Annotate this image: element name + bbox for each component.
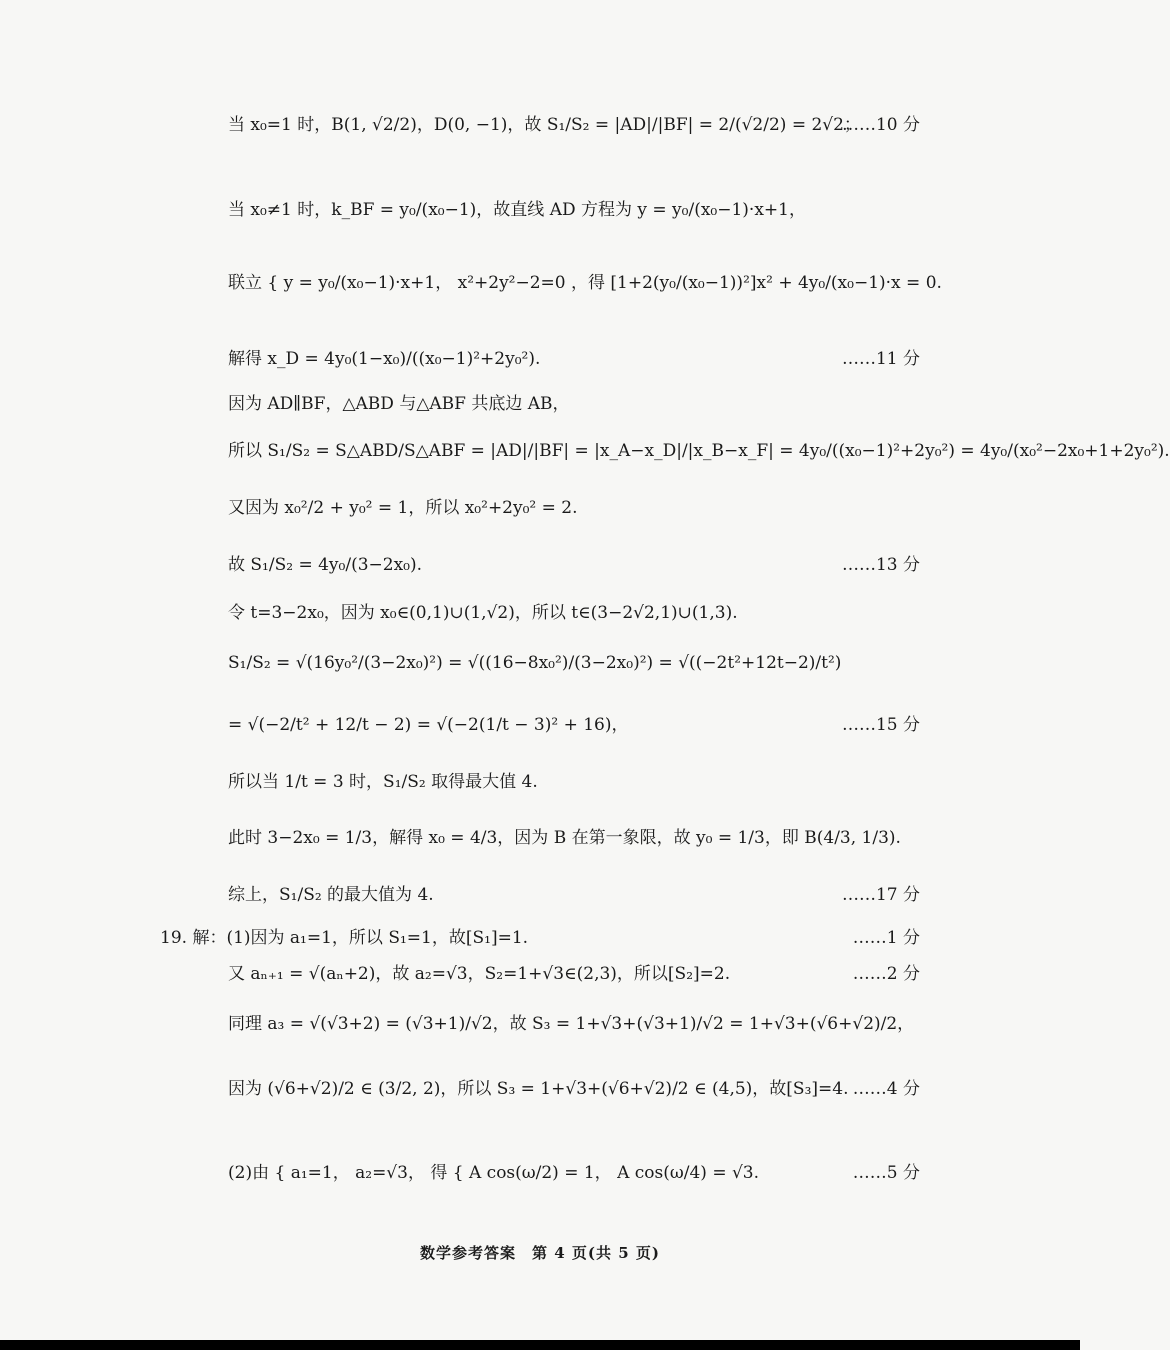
solution-line: 因为 AD∥BF，△ABD 与△ABF 共底边 AB，	[228, 394, 570, 414]
score-marker: ……2 分	[852, 964, 920, 984]
solution-line: (2)由 { a₁=1， a₂=√3， 得 { A cos(ω/2) = 1， A cos(ω/4) = √3.	[228, 1163, 760, 1183]
page-footer: 数学参考答案 第 4 页(共 5 页)	[420, 1244, 660, 1262]
score-marker: ……4 分	[852, 1079, 920, 1099]
solution-line: S₁/S₂ = √(16y₀²/(3−2x₀)²) = √((16−8x₀²)/(3−2x₀)²) = √((−2t²+12t−2)/t²)	[228, 653, 842, 673]
solution-line: 故 S₁/S₂ = 4y₀/(3−2x₀).	[228, 555, 423, 575]
score-marker: ……13 分	[841, 555, 920, 575]
solution-line: 当 x₀=1 时，B(1, √2/2)，D(0, −1)，故 S₁/S₂ = |AD|/|BF| = 2/(√2/2) = 2√2；	[228, 115, 861, 135]
solution-line: 此时 3−2x₀ = 1/3，解得 x₀ = 4/3，因为 B 在第一象限，故 y₀ = 1/3，即 B(4/3, 1/3).	[228, 828, 901, 848]
solution-line: 所以当 1/t = 3 时，S₁/S₂ 取得最大值 4.	[228, 772, 538, 792]
solution-line: 综上，S₁/S₂ 的最大值为 4.	[228, 885, 434, 905]
score-marker: ……10 分	[841, 115, 920, 135]
solution-line: 令 t=3−2x₀，因为 x₀∈(0,1)∪(1,√2)，所以 t∈(3−2√2,1)∪(1,3).	[228, 603, 738, 623]
solution-line: 当 x₀≠1 时，k_BF = y₀/(x₀−1)，故直线 AD 方程为 y = y₀/(x₀−1)·x+1，	[228, 200, 806, 220]
score-marker: ……17 分	[841, 885, 920, 905]
solution-line: = √(−2/t² + 12/t − 2) = √(−2(1/t − 3)² + 16)，	[228, 715, 629, 735]
bottom-edge-bar	[0, 1340, 1080, 1350]
score-marker: ……1 分	[852, 928, 920, 948]
solution-line: 联立 { y = y₀/(x₀−1)·x+1， x²+2y²−2=0 ，得 [1+2(y₀/(x₀−1))²]x² + 4y₀/(x₀−1)·x = 0.	[228, 273, 942, 293]
solution-line: 又 aₙ₊₁ = √(aₙ+2)，故 a₂=√3，S₂=1+√3∈(2,3)，所以[S₂]=2.	[228, 964, 731, 984]
score-marker: ……5 分	[852, 1163, 920, 1183]
solution-line: 解得 x_D = 4y₀(1−x₀)/((x₀−1)²+2y₀²).	[228, 349, 541, 369]
solution-line: 所以 S₁/S₂ = S△ABD/S△ABF = |AD|/|BF| = |x_A−x_D|/|x_B−x_F| = 4y₀/((x₀−1)²+2y₀²) = 4y₀/(x₀²−2x₀+1+2y₀²).	[228, 441, 1170, 461]
score-marker: ……15 分	[841, 715, 920, 735]
solution-line: 同理 a₃ = √(√3+2) = (√3+1)/√2，故 S₃ = 1+√3+(√3+1)/√2 = 1+√3+(√6+√2)/2，	[228, 1014, 915, 1034]
solution-line: 又因为 x₀²/2 + y₀² = 1，所以 x₀²+2y₀² = 2.	[228, 498, 578, 518]
solution-line: 因为 (√6+√2)/2 ∈ (3/2, 2)，所以 S₃ = 1+√3+(√6+√2)/2 ∈ (4,5)，故[S₃]=4.	[228, 1079, 849, 1099]
score-marker: ……11 分	[841, 349, 920, 369]
question-19-heading: 19. 解：(1)因为 a₁=1，所以 S₁=1，故[S₁]=1.	[160, 928, 529, 948]
